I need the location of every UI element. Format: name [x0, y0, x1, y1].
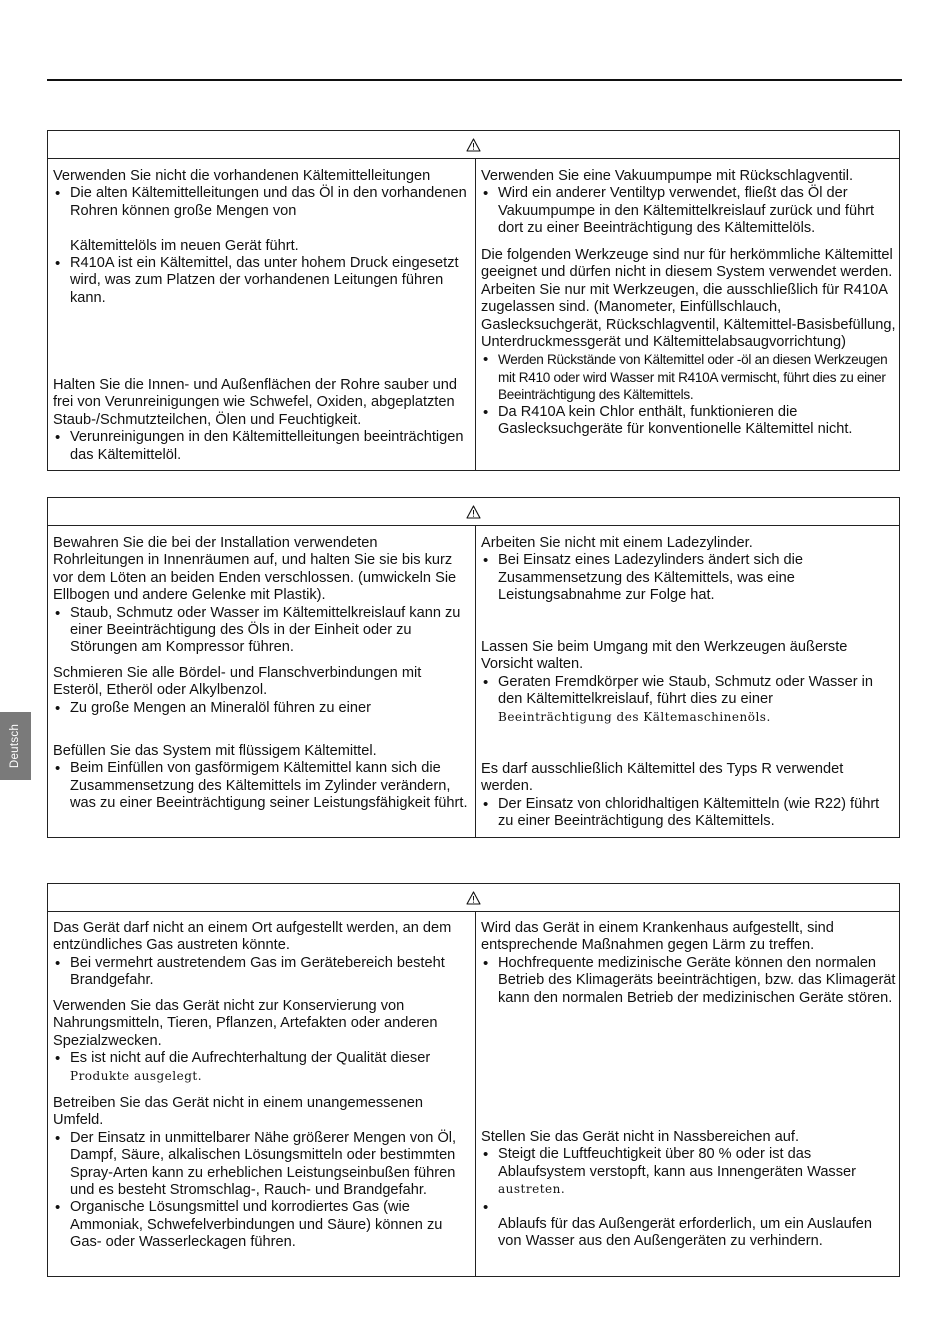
bullet-item: • Bei vermehrt austretendem Gas im Gerätebereich besteht Brandgefahr.	[53, 955, 472, 990]
block-heading: Es darf ausschließlich Kältemittel des Typs R verwendet werden.	[481, 761, 844, 795]
language-side-tab	[0, 712, 31, 780]
bullet-item: • Es ist nicht auf die Aufrechterhaltung der Qualität dieser	[53, 1050, 472, 1067]
block-heading: Stellen Sie das Gerät nicht in Nassbereichen auf.	[481, 1129, 799, 1145]
block-tools	[481, 247, 897, 438]
caution-panel-3	[47, 883, 900, 1277]
bullet-item: • Bei Einsatz eines Ladezylinders ändert sich die Zusammensetzung des Kältemittels, was eine Leistungsabnahme zur Folge hat.	[481, 552, 897, 604]
right-column	[476, 159, 900, 470]
block-heading: Die folgenden Werkzeuge sind nur für herkömmliche Kältemittel geeignet und dürfen nicht in diesem System verwendet werden. Arbeiten Sie nur mit Werkzeugen, die ausschließlich für R410A zugelassen sind. (Manometer, Einfüllschlauch, Gaslecksuchgerät, Rückschlagventil, Kältemittel-Basisbefüllung, Unterdruckmessgerät und Kältemittelabsaugvorrichtung)	[481, 247, 896, 351]
bullet-item: • Wird ein anderer Ventiltyp verwendet, fließt das Öl der Vakuumpumpe in den Kältemittelkreislauf zurück und führt dort zu einer Beeinträchtigung des Kältemittelöls.	[481, 185, 897, 237]
block-environment	[53, 1095, 472, 1252]
caution-panel-1	[47, 130, 900, 471]
bullet-continuation: austreten.	[498, 1182, 566, 1197]
block-heading: Arbeiten Sie nicht mit einem Ladezylinder.	[481, 535, 753, 551]
block-special-purposes	[53, 998, 472, 1085]
panel-header	[48, 498, 899, 526]
left-column	[48, 526, 475, 837]
bullet-item: • Der Einsatz von chloridhaltigen Kältemitteln (wie R22) führt zu einer Beeinträchtigung des Kältemittels.	[481, 796, 897, 831]
block-vacuum-pump	[481, 168, 897, 238]
block-existing-lines	[53, 168, 472, 307]
side-tab-label: Deutsch	[9, 723, 22, 769]
top-rule	[47, 79, 902, 81]
bullet-item: • Beim Einfüllen von gasförmigem Kältemittel kann sich die Zusammensetzung des Kältemittels im Zylinder verändern, was zu einer Beeinträchtigung seiner Leistungsfähigkeit führt.	[53, 760, 472, 812]
bullet-empty	[481, 1199, 897, 1216]
block-refrigerant-type	[481, 761, 897, 831]
panel-header	[48, 131, 899, 159]
right-column	[476, 526, 900, 837]
block-hospital	[481, 920, 897, 1007]
left-column	[48, 912, 475, 1276]
bullet-item: • Verunreinigungen in den Kältemittelleitungen beeinträchtigen das Kältemittelöl.	[53, 429, 472, 464]
bullet-item: • Organische Lösungsmittel und korrodiertes Gas (wie Ammoniak, Schwefelverbindungen und Säure) können zu Gas- oder Wasserleckagen führen.	[53, 1199, 472, 1251]
block-lubricate	[53, 665, 472, 717]
warning-triangle-icon	[466, 505, 481, 519]
block-liquid-refrigerant	[53, 743, 472, 813]
bullet-continuation: Ablaufs für das Außengerät erforderlich, um ein Auslaufen von Wasser aus den Außengeräten zu verhindern.	[498, 1216, 872, 1250]
warning-triangle-icon	[466, 138, 481, 152]
bullet-item: • Der Einsatz in unmittelbarer Nähe größerer Mengen von Öl, Dampf, Säure, alkalischen Lösungsmitteln oder bestimmten Spray-Arten kann zu erheblichen Leistungseinbußen führen und es besteht Stromschlag-, Rauch- und Brandgefahr.	[53, 1130, 472, 1200]
block-tool-care	[481, 639, 897, 726]
block-heading: Betreiben Sie das Gerät nicht in einem unangemessenen Umfeld.	[53, 1095, 423, 1129]
left-column	[48, 159, 475, 470]
block-clean-pipes	[53, 377, 472, 464]
bullet-item: • Staub, Schmutz oder Wasser im Kältemittelkreislauf kann zu einer Beeinträchtigung des Öls in der Einheit oder zu Störungen am Kompressor führen.	[53, 605, 472, 657]
bullet-item: • Die alten Kältemittelleitungen und das Öl in den vorhandenen Rohren können große Mengen von	[53, 185, 472, 220]
bullet-item: • Werden Rückstände von Kältemittel oder -öl an diesen Werkzeugen mit R410 oder wird Wasser mit R410A vermischt, führt dies zu einer Beeinträchtigung des Kältemittels.	[481, 351, 897, 403]
block-charging-cylinder	[481, 535, 897, 605]
bullet-item: • Hochfrequente medizinische Geräte können den normalen Betrieb des Klimageräts beeinträchtigen, bzw. das Klimagerät kann den normalen Betrieb der medizinischen Geräte stören.	[481, 955, 897, 1007]
block-heading: Bewahren Sie die bei der Installation verwendeten Rohrleitungen in Innenräumen auf, und halten Sie sie bis kurz vor dem Löten an beiden Enden verschlossen. (umwickeln Sie Ellbogen und andere Gelenke mit Plastik).	[53, 535, 457, 604]
warning-triangle-icon	[466, 891, 481, 905]
block-heading: Schmieren Sie alle Bördel- und Flanschverbindungen mit Esteröl, Etheröl oder Alkylbenzol.	[53, 665, 422, 699]
block-heading: Halten Sie die Innen- und Außenflächen der Rohre sauber und frei von Verunreinigungen wie Schwefel, Oxiden, abgeplatzten Staub-/Schmutzteilchen, Ölen und Feuchtigkeit.	[53, 377, 458, 428]
caution-panel-2	[47, 497, 900, 838]
bullet-item: • Zu große Mengen an Mineralöl führen zu einer	[53, 700, 472, 717]
bullet-continuation: Kältemittelöls im neuen Gerät führt.	[70, 237, 299, 254]
block-heading: Befüllen Sie das System mit flüssigem Kältemittel.	[53, 743, 377, 759]
bullet-continuation: Beeinträchtigung des Kältemaschinenöls.	[498, 709, 771, 724]
bullet-item: • Geraten Fremdkörper wie Staub, Schmutz oder Wasser in den Kältemittelkreislauf, führt dies zu einer	[481, 674, 897, 709]
bullet-continuation: Produkte ausgelegt.	[70, 1068, 203, 1083]
block-heading: Wird das Gerät in einem Krankenhaus aufgestellt, sind entsprechende Maßnahmen gegen Lärm zu treffen.	[481, 920, 834, 954]
block-heading: Lassen Sie beim Umgang mit den Werkzeugen äußerste Vorsicht walten.	[481, 639, 848, 673]
bullet-item: • R410A ist ein Kältemittel, das unter hohem Druck eingesetzt wird, was zum Platzen der vorhandenen Leitungen führen kann.	[53, 255, 472, 307]
block-flammable-gas	[53, 920, 472, 990]
block-store-pipes	[53, 535, 472, 657]
panel-header	[48, 884, 899, 912]
bullet-item: • Da R410A kein Chlor enthält, funktionieren die Gaslecksuchgeräte für konventionelle Kältemittel nicht.	[481, 404, 897, 439]
right-column	[476, 912, 900, 1276]
block-heading: Verwenden Sie das Gerät nicht zur Konservierung von Nahrungsmitteln, Tieren, Pflanzen, Artefakten oder anderen Spezialzwecken.	[53, 998, 438, 1049]
block-wet-areas	[481, 1129, 897, 1251]
block-heading: Verwenden Sie nicht die vorhandenen Kältemittelleitungen	[53, 168, 431, 184]
block-heading: Das Gerät darf nicht an einem Ort aufgestellt werden, an dem entzündliches Gas austreten könnte.	[53, 920, 452, 954]
block-heading: Verwenden Sie eine Vakuumpumpe mit Rückschlagventil.	[481, 168, 854, 184]
bullet-item: • Steigt die Luftfeuchtigkeit über 80 % oder ist das Ablaufsystem verstopft, kann aus Innengeräten Wasser	[481, 1146, 897, 1181]
